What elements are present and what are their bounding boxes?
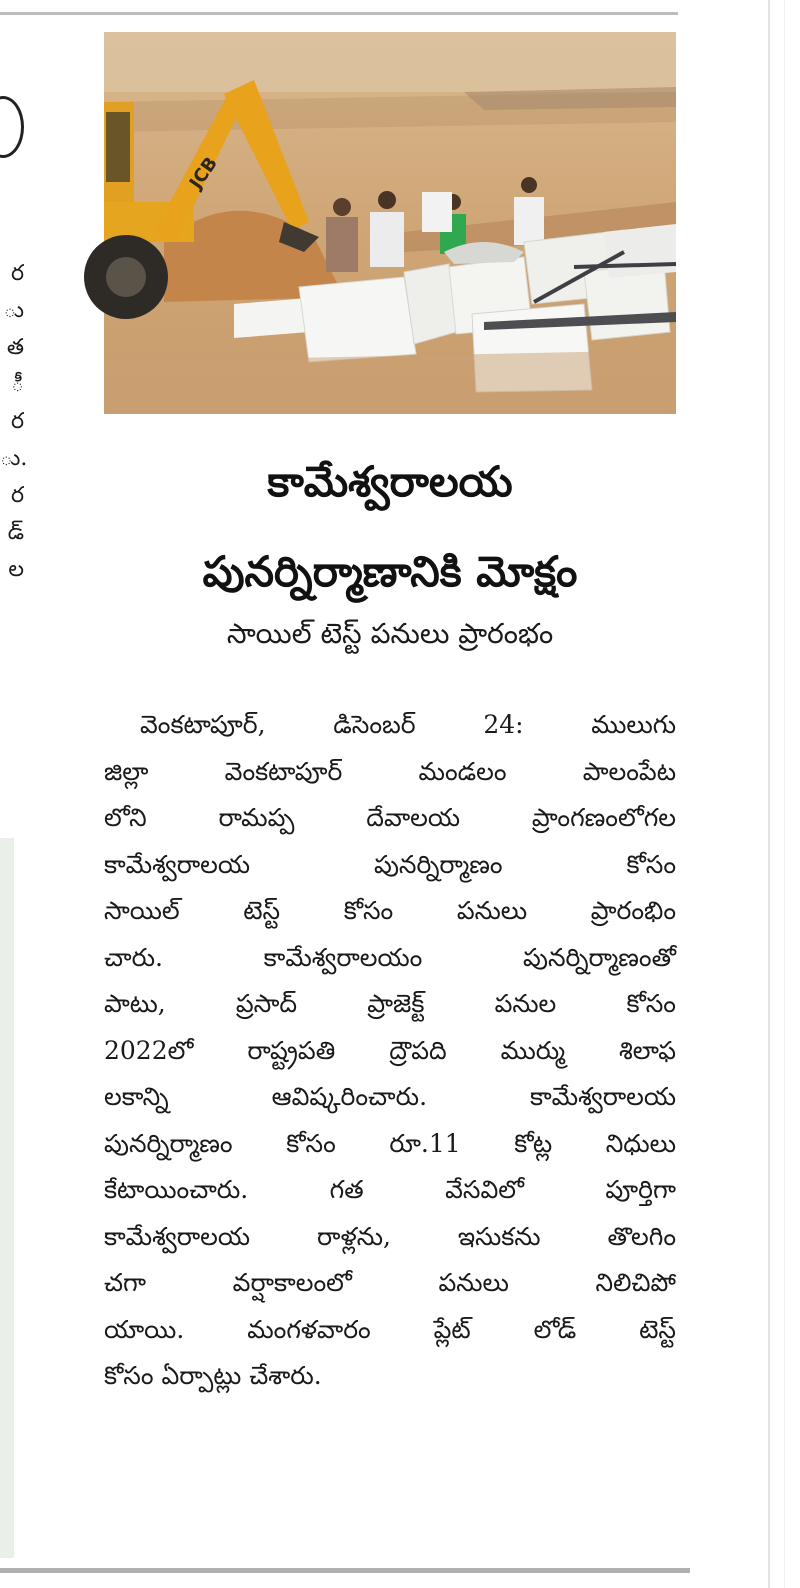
body-line: కామేశ్వరాలయ పునర్నిర్మాణం కోసం bbox=[104, 849, 676, 879]
page-edge-line bbox=[784, 0, 785, 1588]
body-line: కామేశ్వరాలయ రాళ్లను, ఇసుకను తొలగిం bbox=[104, 1221, 676, 1251]
body-line: లోని రామప్ప దేవాలయ ప్రాంగణంలోగల bbox=[104, 803, 676, 832]
adjacent-text-fragment: డ్ bbox=[7, 520, 24, 545]
top-rule bbox=[0, 12, 678, 15]
body-line: పునర్నిర్మాణం కోసం రూ.11 కోట్ల నిధులు bbox=[104, 1128, 676, 1158]
body-line: కోసం ఏర్పాట్లు చేశారు. bbox=[104, 1361, 322, 1390]
body-line: యాయి. మంగళవారం ప్లేట్ లోడ్ టెస్ట్ bbox=[104, 1314, 676, 1344]
body-line: 2022లో రాష్ట్రపతి ద్రౌపది ముర్ము శిలాఫ bbox=[104, 1035, 676, 1065]
subheadline: సాయిల్ టెస్ట్ పనులు ప్రారంభం bbox=[226, 617, 554, 650]
body-line: చగా వర్షాకాలంలో పనులు నిలిచిపో bbox=[104, 1268, 676, 1297]
article-body bbox=[104, 702, 676, 1400]
body-line: చారు. కామేశ్వరాలయం పునర్నిర్మాణంతో bbox=[104, 942, 676, 972]
right-column-divider bbox=[768, 0, 770, 1588]
body-line: వెంకటాపూర్, డిసెంబర్ 24: ములుగు bbox=[140, 710, 676, 739]
adjacent-text-fragment: ల bbox=[8, 557, 24, 582]
adjacent-article-ornament bbox=[0, 96, 24, 158]
headline-line-2: పునర్నిర్మాణానికి మోక్షం bbox=[202, 547, 578, 596]
adjacent-text-fragment: ు bbox=[3, 298, 24, 323]
body-line: పాటు, ప్రసాద్ ప్రాజెక్ట్ పనుల కోసం bbox=[104, 989, 676, 1018]
adjacent-text-fragment: ు. bbox=[0, 446, 28, 471]
body-line: జిల్లా వెంకటాపూర్ మండలం పాలంపేట bbox=[104, 756, 676, 786]
body-line: సాయిల్ టెస్ట్ కోసం పనులు ప్రారంభిం bbox=[104, 896, 676, 925]
headline-line-1: కామేశ్వరాలయ bbox=[267, 457, 513, 506]
body-line: కేటాయించారు. గత వేసవిలో పూర్తిగా bbox=[104, 1175, 676, 1204]
adjacent-article-box bbox=[0, 838, 14, 1558]
bottom-rule bbox=[0, 1568, 690, 1573]
svg-text:JCB: JCB bbox=[185, 153, 222, 193]
excavation-site-image bbox=[104, 32, 676, 414]
body-line: లకాన్ని ఆవిష్కరించారు. కామేశ్వరాలయ bbox=[104, 1082, 676, 1111]
adjacent-article-column bbox=[0, 255, 28, 588]
adjacent-text-fragment: ీ bbox=[11, 372, 24, 397]
adjacent-text-fragment: ర bbox=[10, 261, 24, 286]
adjacent-text-fragment: త bbox=[6, 335, 24, 360]
adjacent-text-fragment: ర bbox=[10, 409, 24, 434]
article-photo bbox=[104, 32, 676, 414]
adjacent-text-fragment: ర bbox=[10, 483, 24, 508]
